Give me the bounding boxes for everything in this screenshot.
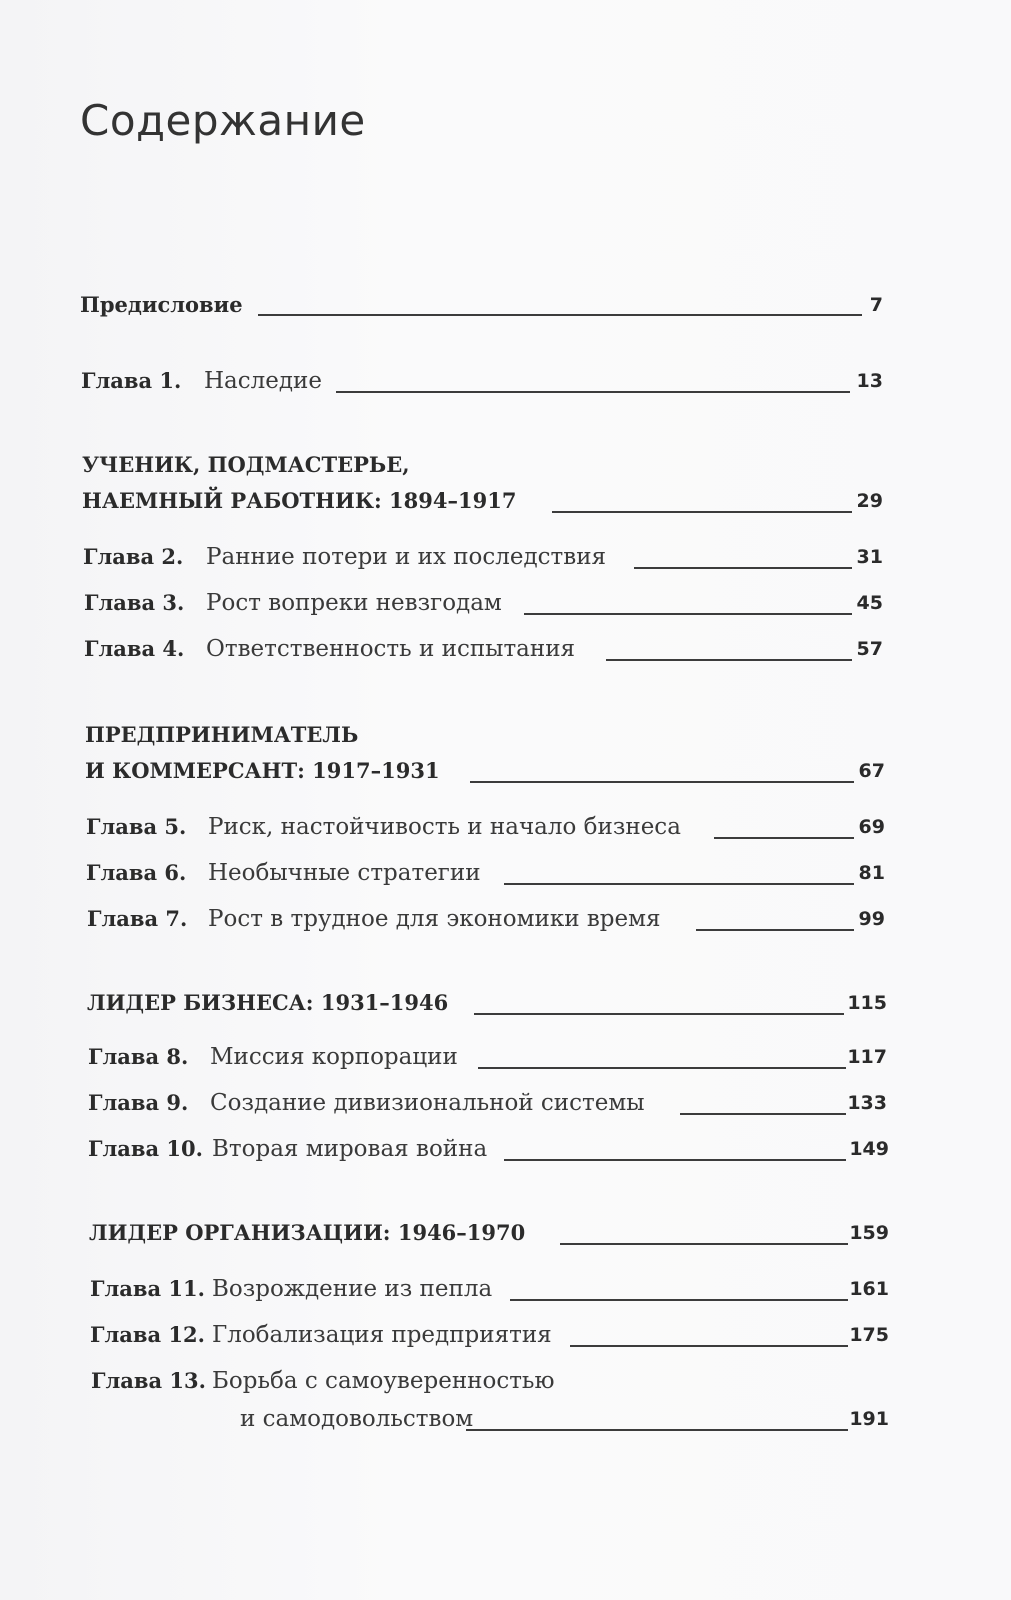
toc-page-number: 161 <box>849 1278 889 1300</box>
toc-entry-part-2 <box>0 754 1011 788</box>
toc-page-number: 31 <box>856 546 883 568</box>
page-title: Содержание <box>80 96 366 145</box>
dot-leader <box>504 1159 846 1161</box>
dot-leader <box>470 781 854 783</box>
dot-leader <box>560 1243 848 1245</box>
chapter-title: Рост в трудное для экономики время <box>208 906 661 932</box>
chapter-label: Глава 9. <box>88 1090 189 1115</box>
dot-leader <box>474 1013 844 1015</box>
toc-entry-part-1 <box>0 484 1011 518</box>
chapter-label: Глава 2. <box>83 544 184 569</box>
chapter-title: Необычные стратегии <box>208 860 481 886</box>
toc-page-number: 117 <box>847 1046 887 1068</box>
chapter-label: Глава 5. <box>86 814 187 839</box>
part-heading: ЛИДЕР ОРГАНИЗАЦИИ: 1946–1970 <box>89 1220 526 1245</box>
dot-leader <box>570 1345 848 1347</box>
chapter-title: Миссия корпорации <box>210 1044 458 1070</box>
chapter-label: Глава 3. <box>84 590 185 615</box>
dot-leader <box>524 613 852 615</box>
toc-page-number: 29 <box>856 490 883 512</box>
toc-entry-part-4 <box>0 1216 1011 1250</box>
chapter-title: Возрождение из пепла <box>212 1276 493 1302</box>
chapter-label: Глава 7. <box>87 906 188 931</box>
toc-entry-preface <box>0 288 1011 322</box>
dot-leader <box>552 511 852 513</box>
toc-page-number: 191 <box>849 1408 889 1430</box>
toc-page-number: 115 <box>847 992 887 1014</box>
toc-entry-chapter-7 <box>0 902 1011 936</box>
toc-entry-chapter-13-cont <box>0 1402 1011 1436</box>
dot-leader <box>258 314 862 316</box>
toc-entry-chapter-6 <box>0 856 1011 890</box>
part-heading-line1: УЧЕНИК, ПОДМАСТЕРЬЕ, <box>82 452 410 477</box>
chapter-label: Глава 8. <box>88 1044 189 1069</box>
toc-page-number: 7 <box>869 294 883 316</box>
chapter-label: Глава 13. <box>91 1368 206 1393</box>
dot-leader <box>634 567 852 569</box>
toc-page-number: 45 <box>856 592 883 614</box>
chapter-title: Вторая мировая война <box>212 1136 488 1162</box>
dot-leader <box>606 659 852 661</box>
dot-leader <box>504 883 854 885</box>
toc-page-number: 57 <box>856 638 883 660</box>
toc-page-number: 149 <box>849 1138 889 1160</box>
dot-leader <box>478 1067 846 1069</box>
chapter-title-line2: и самодовольством <box>240 1406 474 1432</box>
toc-page-number: 81 <box>858 862 885 884</box>
toc-entry-chapter-11 <box>0 1272 1011 1306</box>
toc-page-number: 133 <box>847 1092 887 1114</box>
toc-entry-chapter-9 <box>0 1086 1011 1120</box>
toc-page-number: 175 <box>849 1324 889 1346</box>
toc-page-number: 159 <box>849 1222 889 1244</box>
toc-page-number: 99 <box>858 908 885 930</box>
toc-page-number: 13 <box>856 370 883 392</box>
part-heading: ЛИДЕР БИЗНЕСА: 1931–1946 <box>87 990 449 1015</box>
toc-entry-part-3 <box>0 986 1011 1020</box>
part-heading-line2: И КОММЕРСАНТ: 1917–1931 <box>85 758 440 783</box>
chapter-label: Глава 4. <box>84 636 185 661</box>
chapter-title: Ранние потери и их последствия <box>206 544 607 570</box>
chapter-title: Ответственность и испытания <box>206 636 576 662</box>
toc-page-number: 69 <box>858 816 885 838</box>
chapter-label: Глава 12. <box>90 1322 205 1347</box>
chapter-title: Создание дивизиональной системы <box>210 1090 645 1116</box>
dot-leader <box>510 1299 848 1301</box>
chapter-label: Глава 1. <box>81 368 182 393</box>
part-heading-line2: НАЕМНЫЙ РАБОТНИК: 1894–1917 <box>82 488 517 513</box>
toc-entry-chapter-1 <box>0 364 1011 398</box>
chapter-title: Наследие <box>204 368 322 394</box>
dot-leader <box>714 837 854 839</box>
toc-entry-chapter-12 <box>0 1318 1011 1352</box>
toc-entry-chapter-10 <box>0 1132 1011 1166</box>
dot-leader <box>680 1113 846 1115</box>
dot-leader <box>336 391 850 393</box>
toc-entry-chapter-2 <box>0 540 1011 574</box>
toc-entry-chapter-8 <box>0 1040 1011 1074</box>
part-heading-line1: ПРЕДПРИНИМАТЕЛЬ <box>85 722 359 747</box>
chapter-label: Глава 10. <box>88 1136 203 1161</box>
chapter-title: Рост вопреки невзгодам <box>206 590 502 616</box>
chapter-label: Глава 11. <box>90 1276 205 1301</box>
toc-page-number: 67 <box>858 760 885 782</box>
chapter-title: Глобализация предприятия <box>212 1322 552 1348</box>
toc-entry-text: Предисловие <box>80 292 243 317</box>
chapter-title: Риск, настойчивость и начало бизнеса <box>208 814 681 840</box>
dot-leader <box>696 929 854 931</box>
toc-entry-chapter-5 <box>0 810 1011 844</box>
toc-entry-chapter-4 <box>0 632 1011 666</box>
chapter-title-line1: Борьба с самоуверенностью <box>212 1368 555 1394</box>
chapter-label: Глава 6. <box>86 860 187 885</box>
dot-leader <box>466 1429 848 1431</box>
toc-entry-chapter-13 <box>0 1364 1011 1398</box>
toc-entry-chapter-3 <box>0 586 1011 620</box>
